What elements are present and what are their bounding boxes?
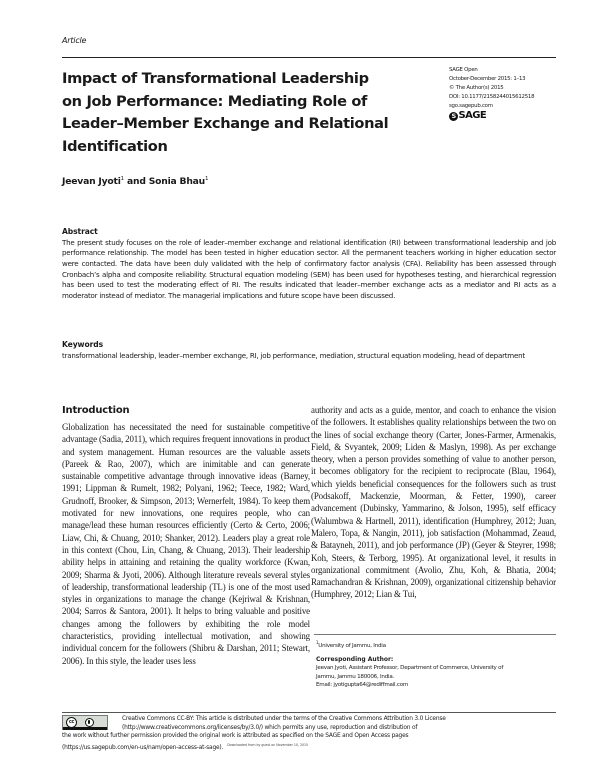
article-title: Impact of Transformational Leadership on Job Performance: Mediating Role of Leader–Member Exchange and Relational Identification: [62, 70, 389, 155]
journal-meta: [449, 66, 534, 121]
abstract-heading: Abstract: [62, 227, 98, 236]
download-note: Downloaded from by guest on November 10, 2015: [227, 742, 309, 747]
keywords-heading: Keywords: [62, 340, 103, 349]
license-text: [62, 715, 556, 752]
cc-icon: cc: [66, 717, 77, 728]
abstract-text: The present study focuses on the role of leader–member exchange and relational identification (RI) between transformational leadership and job performance relationship. The model has been tested in higher education sector. All the permanent teachers working in higher education sector were contacted. The data have been duly validated with the help of confirmatory factor analysis (CFA). Reliability has been assessed through Cronbach’s alpha and composite reliability. Structural equation modeling (SEM) has been used for hypotheses testing, and hierarchical regression has been used to test the moderating effect of RI. The results indicated that leader–member exchange acts as a mediator and RI acts as a moderator instead of mediator. The managerial implications and future scope have been discussed.: [62, 237, 556, 301]
affiliation-mark: 1: [120, 176, 124, 182]
header-rule: [62, 57, 556, 58]
journal-name: SAGE Open: [449, 67, 478, 73]
abstract-section: [62, 227, 556, 302]
affiliation-mark: 1: [205, 176, 209, 182]
license-line: Creative Commons CC-BY: This article is distributed under the terms of the Creative Commons Attribution 3.0 License: [122, 716, 446, 722]
body-column-right: [311, 404, 556, 601]
license-url-line[interactable]: (http://www.creativecommons.org/licenses/by/3.0/) which permits any use, reproduction and distribution of: [122, 724, 418, 731]
footnote-rule: [314, 634, 556, 635]
affiliation-footnote: [316, 639, 558, 651]
author-list: [62, 176, 208, 187]
keywords-section: [62, 340, 556, 361]
corresponding-author-email[interactable]: Email: jyotigupta64@rediffmail.com: [316, 682, 409, 689]
author-joiner: and: [123, 176, 149, 187]
corresponding-author-line: Jeevan Jyoti, Assistant Professor, Department of Commerce, University of: [316, 665, 504, 672]
copyright: © The Author(s) 2015: [449, 84, 504, 91]
journal-issue: October-December 2015: 1–13: [449, 75, 526, 82]
affiliation-mark: 1: [316, 640, 319, 645]
sage-logo-text: SAGE: [458, 109, 487, 121]
sage-logo: [449, 109, 534, 121]
article-type-label: Article: [62, 36, 87, 45]
corresponding-author-line: Jammu, Jammu 180006, India.: [316, 673, 395, 680]
doi[interactable]: DOI: 10.1177/2158244015612518: [449, 93, 535, 100]
open-access-link[interactable]: (https://us.sagepub.com/en-us/nam/open-access-at-sage).: [62, 744, 224, 751]
introduction-paragraph: Globalization has necessitated the need for sustainable competitive advantage (Sadia, 2011), which requires frequent innovations in product and system management. Human resources are the valuable assets (Pareek & Rao, 2007), which are inimitable and can generate sustainable competitive advantage through innovative ideas (Barney, 1991; Lippman & Rumelt, 1982; Polyani, 1962; Teece, 1982; Ward, Grudnoff, Brooker, & Simpson, 2013; Wernerfelt, 1984). To keep them motivated for new innovations, one requires people, who can manage/lead these human resources efficiently (Certo & Certo, 2006; Liaw, Chi, & Chuang, 2010; Shanker, 2012). Leaders play a great role in this context (Chou, Lin, Chang, & Chuang, 2013). Their leadership ability helps in attaining and retaining the quality workforce (Kwan, 2009; Sharma & Jyoti, 2006). Although literature reveals several styles of leadership, transformational leadership (TL) is one of the most used styles in organizations to manage the change (Kejriwal & Krishnan, 2004; Sarros & Santora, 2001). It helps to bring valuable and positive changes among the followers by exhibiting the role model characteristics, providing intellectual motivation, and showing individual concern for the followers (Shibru & Darshan, 2011; Stewart, 2006). In this style, the leader uses less: [62, 422, 310, 666]
license-open-access-link-line: [62, 741, 556, 753]
license-rule: [62, 712, 556, 713]
author-name: Jeevan Jyoti: [62, 176, 121, 187]
introduction-heading: Introduction: [62, 405, 130, 416]
introduction-paragraph-continued: authority and acts as a guide, mentor, and coach to enhance the vision of the followers. It establishes quality relationships between the two on the lines of social exchange theory (Carter, Jones-Farmer, Armenakis, Field, & Svyantek, 2009; Liden & Maslyn, 1998). As per exchange theory, when a person provides something of value to another person, it becomes obligatory for the recipient to reciprocate (Blau, 1964), which yields beneficial consequences for the followers such as trust (Podsakoff, Mackenzie, Moorman, & Fetter, 1990), career advancement (Dubinsky, Yammarino, & Jolson, 1995), self efficacy (Walumbwa & Hartnell, 2011), identification (Humphrey, 2012; Juan, Malero, Topa, & Nangin, 2011), job satisfaction (Mohammad, Zeaud, & Batayneh, 2011), and job performance (JP) (Geyer & Steyrer, 1998; Koh, Steers, & Terborg, 1995). At organizational level, it results in organizational commitment (Avolio, Zhu, Koh, & Bhatia, 2004; Ramachandran & Krishnan, 2009), organizational citizenship behavior (Humphrey, 2012; Lian & Tui,: [311, 405, 556, 600]
footnotes: [316, 639, 558, 690]
keywords-text: transformational leadership, leader–member exchange, RI, job performance, mediation, structural equation modeling, head of department: [62, 350, 525, 360]
corresponding-author-heading: Corresponding Author:: [316, 655, 394, 663]
journal-url[interactable]: sgo.sagepub.com: [449, 102, 493, 109]
body-column-left: [62, 421, 310, 667]
sage-s-circle-icon: S: [449, 112, 458, 121]
author-name: Sonia Bhau: [148, 176, 206, 187]
license-line: the work without further permission provided the original work is attributed as specified on the SAGE and Open Access pages: [62, 733, 409, 740]
affiliation-text: University of Jammu, India: [318, 643, 386, 649]
